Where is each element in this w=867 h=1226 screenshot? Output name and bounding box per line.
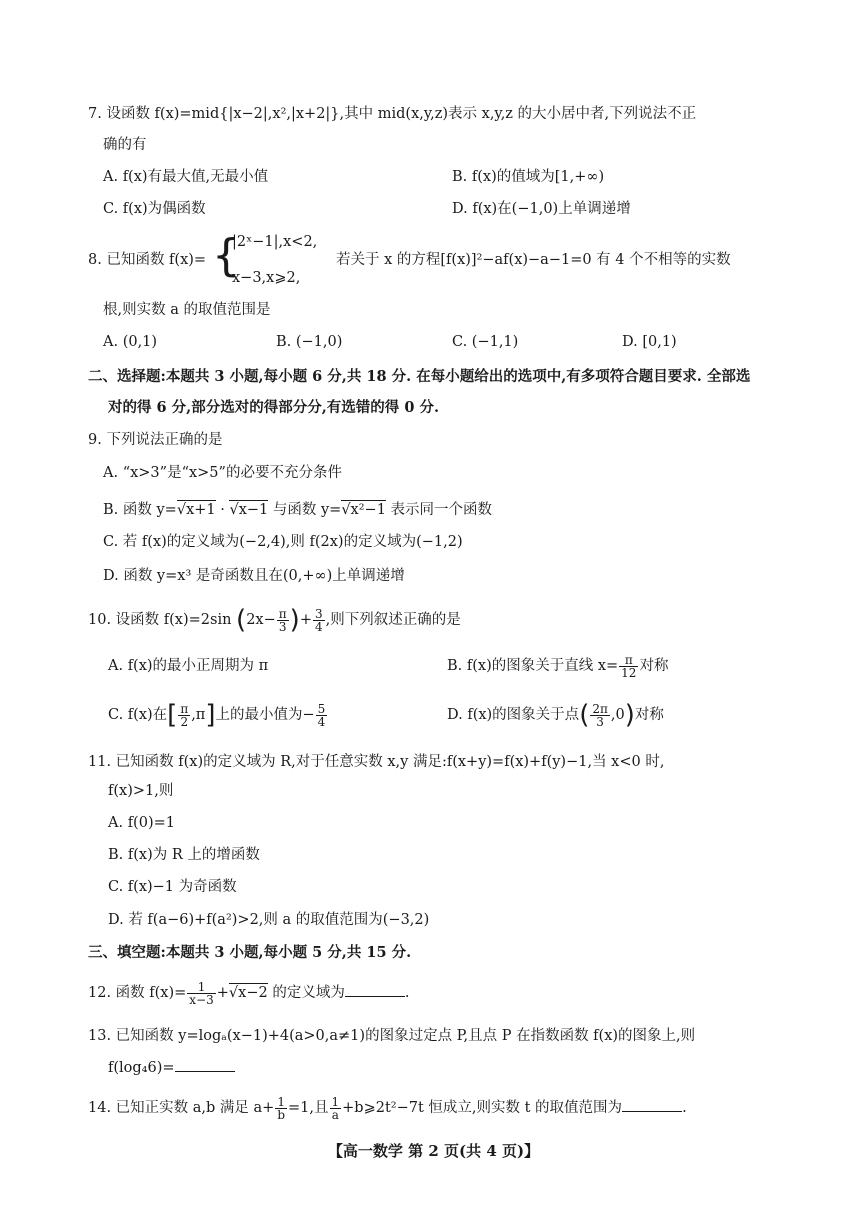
- page-footer: 【高一数学 第 2 页(共 4 页)】: [327, 1142, 540, 1160]
- q10-option-c-frac-pi2: $\frac{\pi}{2}$: [180, 701, 189, 729]
- q9-option-b-pre: B. 函数 y=: [103, 502, 177, 518]
- q10-option-b: [447, 652, 668, 680]
- q12-stem: [88, 978, 409, 1008]
- q11-option-a: A. f(0)=1: [108, 815, 175, 831]
- q11-stem-line1: 11. 已知函数 f(x)的定义域为 R,对于任意实数 x,y 满足:f(x+y)=f(x)+f(y)−1,当 x<0 时,: [88, 754, 665, 770]
- section-2-heading-line2: 对的得 6 分,部分选对的得部分分,有选错的得 0 分.: [108, 399, 440, 416]
- q14-mid1: =1,且: [288, 1100, 329, 1116]
- q10-paren-close: ): [289, 605, 300, 635]
- q14-frac-1b: $\frac{1}{b}$: [277, 1094, 286, 1122]
- q9-option-b-root-3: √x²−1: [341, 502, 386, 518]
- q14-period: .: [682, 1100, 687, 1116]
- q10-option-c-bracket-open: [: [167, 700, 178, 730]
- q12-plus: +: [216, 985, 229, 1001]
- q7-option-d: D. f(x)在(−1,0)上单调递增: [452, 201, 631, 217]
- q10-option-d-post: 对称: [634, 707, 664, 723]
- q7-option-a: A. f(x)有最大值,无最小值: [103, 169, 269, 185]
- q14-stem: [88, 1093, 687, 1123]
- q10-option-c-bracket-close: ]: [205, 700, 216, 730]
- q7-stem-line1: 7. 设函数 f(x)=mid{|x−2|,x²,|x+2|},其中 mid(x,y,z)表示 x,y,z 的大小居中者,下列说法不正: [88, 106, 697, 122]
- q8-stem-tail: 若关于 x 的方程[f(x)]²−af(x)−a−1=0 有 4 个不相等的实数: [336, 252, 731, 268]
- q8-case-1: |2ˣ−1|,x<2,: [232, 234, 318, 250]
- q10-option-c-pre: C. f(x)在: [108, 707, 168, 723]
- q9-option-b: [103, 500, 492, 520]
- q10-stem: [88, 606, 461, 634]
- section-2-heading-line1: 二、选择题:本题共 3 小题,每小题 6 分,共 18 分. 在每小题给出的选项中,有多项符合题目要求. 全部选: [88, 368, 751, 385]
- q7-option-c: C. f(x)为偶函数: [103, 201, 206, 217]
- q10-option-d-frac: $\frac{2\pi}{3}$: [592, 701, 608, 729]
- q8-stem-line2: 根,则实数 a 的取值范围是: [103, 302, 271, 318]
- q10-option-d: [447, 700, 664, 730]
- q14-frac-1a: $\frac{1}{a}$: [331, 1094, 340, 1122]
- q10-option-c-post: 上的最小值为−: [215, 707, 315, 723]
- q11-stem-line2: f(x)>1,则: [108, 783, 174, 799]
- q10-option-d-paren-close: ): [624, 700, 635, 730]
- q13-line2-text: f(log₄6)=: [108, 1060, 175, 1076]
- q12-period: .: [404, 985, 410, 1001]
- q10-option-c: [108, 700, 328, 730]
- q8-option-a: A. (0,1): [103, 334, 158, 350]
- q10-pre: 10. 设函数 f(x)=2sin: [88, 612, 232, 628]
- q10-option-a: A. f(x)的最小正周期为 π: [108, 658, 269, 674]
- q12-frac: $\frac{1}{x-3}$: [189, 979, 214, 1007]
- q10-paren-open: (: [236, 605, 247, 635]
- q10-option-b-frac: $\frac{\pi}{12}$: [621, 652, 637, 680]
- q10-option-b-post: 对称: [639, 658, 669, 674]
- q9-option-b-root-2: √x−1: [229, 502, 269, 518]
- q12-answer-blank[interactable]: [345, 996, 405, 997]
- q9-option-a: A. “x>3”是“x>5”的必要不充分条件: [103, 465, 342, 481]
- q11-option-c: C. f(x)−1 为奇函数: [108, 879, 237, 895]
- q7-stem-line2: 确的有: [103, 137, 147, 153]
- q8-case-brace: {: [212, 230, 240, 281]
- q10-option-d-paren-open: (: [579, 700, 590, 730]
- q10-option-c-mid: ,π: [191, 707, 206, 723]
- q9-option-b-post: 表示同一个函数: [385, 502, 493, 518]
- q13-answer-blank[interactable]: [175, 1071, 235, 1072]
- q14-pre: 14. 已知正实数 a,b 满足 a+: [88, 1100, 275, 1116]
- q12-post: 的定义域为: [267, 985, 345, 1001]
- q9-stem: 9. 下列说法正确的是: [88, 432, 223, 448]
- q10-three-quarters: $\frac{3}{4}$: [314, 606, 323, 634]
- q10-option-b-pre: B. f(x)的图象关于直线 x=: [447, 658, 619, 674]
- q10-plus: +: [299, 612, 312, 628]
- q9-option-b-root-1: √x+1: [176, 502, 216, 518]
- q8-option-b: B. (−1,0): [276, 334, 343, 350]
- q9-option-b-mid: 与函数 y=: [268, 502, 342, 518]
- section-3-heading: 三、填空题:本题共 3 小题,每小题 5 分,共 15 分.: [88, 944, 412, 961]
- q10-option-d-mid: ,0: [610, 707, 625, 723]
- q8-option-c: C. (−1,1): [452, 334, 519, 350]
- q12-pre: 12. 函数 f(x)=: [88, 985, 187, 1001]
- q12-root: √x−2: [228, 985, 268, 1001]
- q13-stem-line2: [108, 1058, 235, 1078]
- q7-option-b: B. f(x)的值域为[1,+∞): [452, 169, 605, 185]
- q10-pi-over-3: $\frac{\pi}{3}$: [278, 606, 287, 634]
- q10-option-c-frac-54: $\frac{5}{4}$: [317, 701, 326, 729]
- q14-answer-blank[interactable]: [622, 1111, 682, 1112]
- q10-arg: 2x−: [246, 612, 276, 628]
- q9-option-b-dot: ·: [215, 502, 230, 518]
- q10-post: ,则下列叙述正确的是: [325, 612, 461, 628]
- q8-lead: 8. 已知函数 f(x)=: [88, 252, 207, 268]
- q11-option-b: B. f(x)为 R 上的增函数: [108, 847, 260, 863]
- q14-mid2: +b⩾2t²−7t 恒成立,则实数 t 的取值范围为: [342, 1100, 623, 1116]
- q13-stem-line1: 13. 已知函数 y=logₐ(x−1)+4(a>0,a≠1)的图象过定点 P,且点 P 在指数函数 f(x)的图象上,则: [88, 1028, 696, 1044]
- q11-option-d: D. 若 f(a−6)+f(a²)>2,则 a 的取值范围为(−3,2): [108, 912, 430, 928]
- q8-option-d: D. [0,1): [622, 334, 677, 350]
- q9-option-d: D. 函数 y=x³ 是奇函数且在(0,+∞)上单调递增: [103, 568, 405, 584]
- q8-case-2: x−3,x⩾2,: [232, 270, 301, 286]
- q10-option-d-pre: D. f(x)的图象关于点: [447, 707, 580, 723]
- q9-option-c: C. 若 f(x)的定义域为(−2,4),则 f(2x)的定义域为(−1,2): [103, 534, 463, 550]
